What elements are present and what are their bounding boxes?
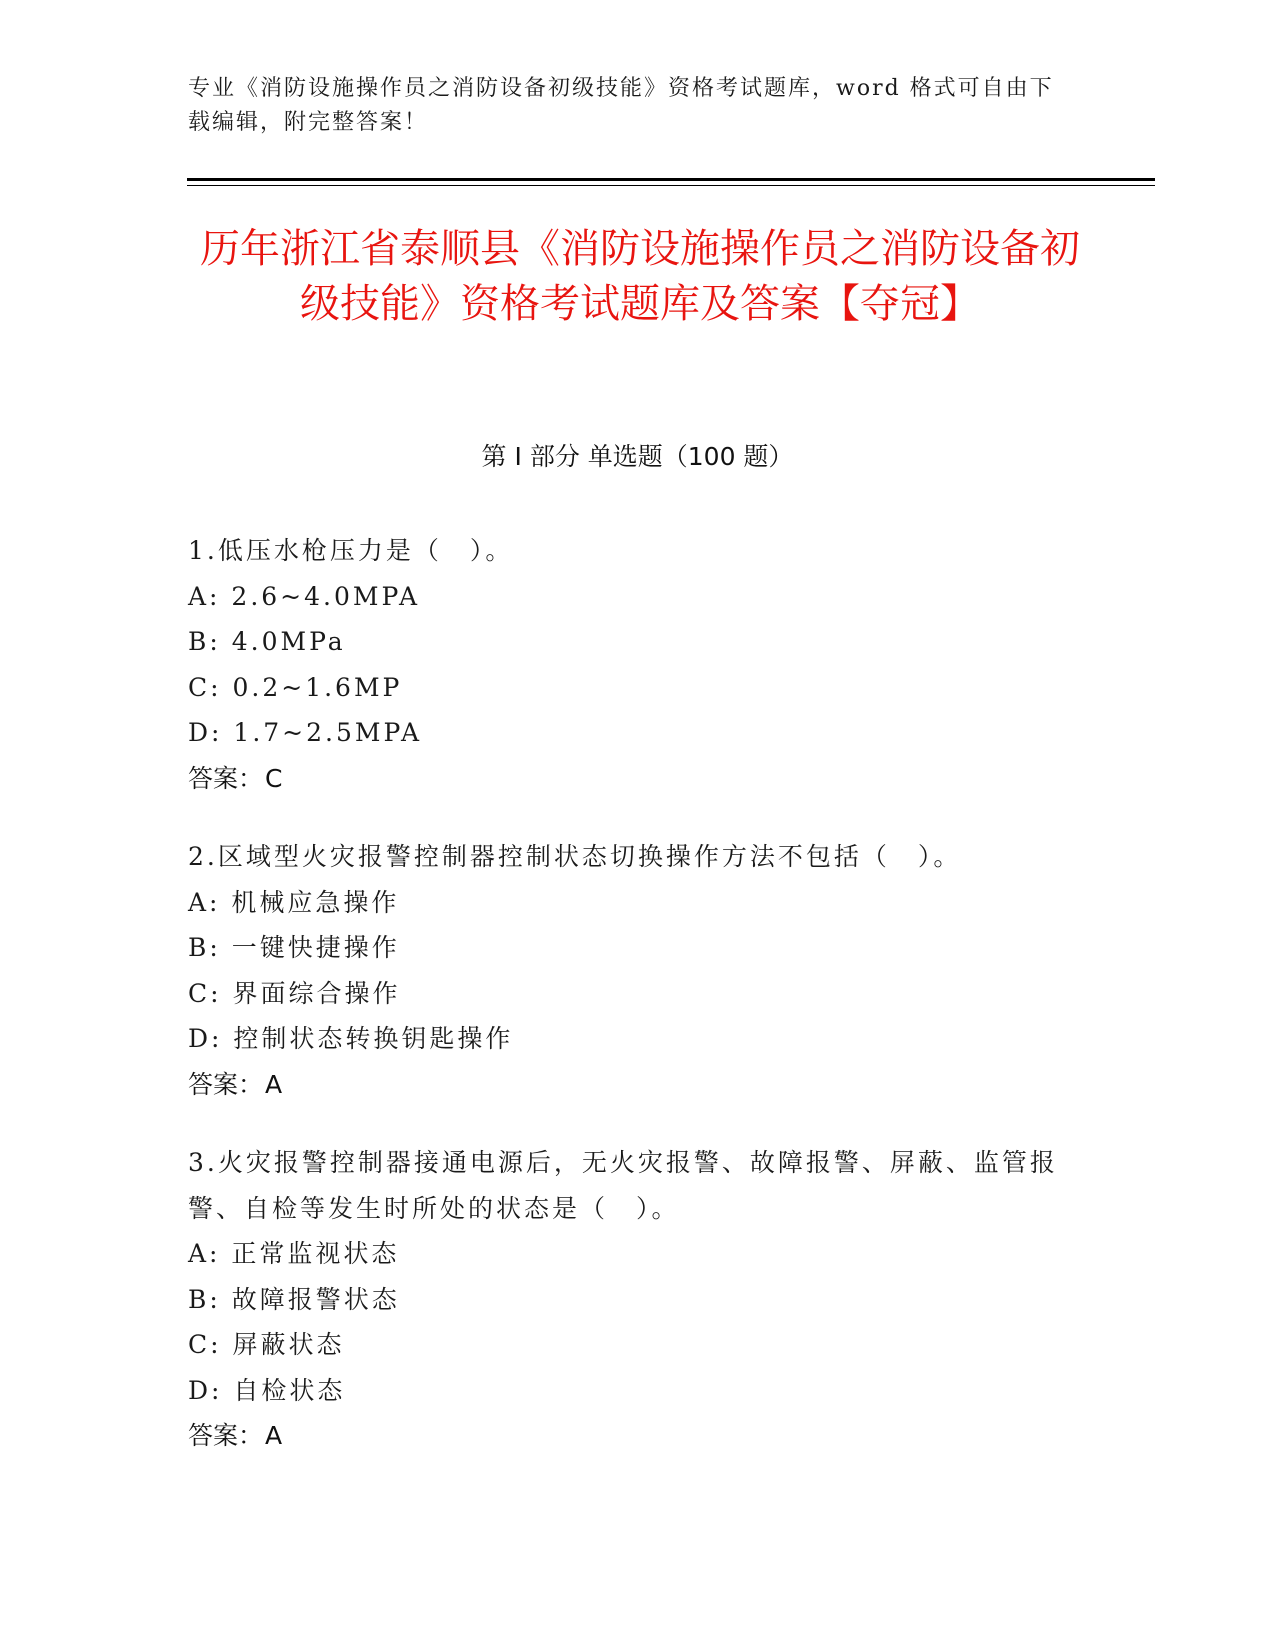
answer-line bbox=[188, 1062, 1068, 1108]
question-list bbox=[188, 528, 1068, 1492]
question-3 bbox=[188, 1140, 1068, 1459]
option-d: D: 自检状态 bbox=[188, 1375, 346, 1405]
header-note: 专业《消防设施操作员之消防设备初级技能》资格考试题库，word 格式可自由下载编辑，附完整答案！ bbox=[188, 76, 1054, 135]
section-heading: 第 I 部分 单选题（100 题） bbox=[481, 442, 794, 471]
option-a: A: 机械应急操作 bbox=[188, 887, 400, 917]
option-b: B: 故障报警状态 bbox=[188, 1284, 400, 1314]
answer-value: A bbox=[265, 1069, 283, 1099]
answer-label: 答案： bbox=[188, 1421, 264, 1450]
answer-label: 答案： bbox=[188, 1069, 264, 1099]
option-c: C: 0.2~1.6MP bbox=[188, 672, 403, 702]
option-c: C: 界面综合操作 bbox=[188, 978, 401, 1008]
question-stem: 2.区域型火灾报警控制器控制状态切换操作方法不包括（ ）。 bbox=[188, 842, 962, 871]
answer-line bbox=[188, 1413, 1068, 1459]
answer-label: 答案： bbox=[188, 763, 264, 793]
header-divider-thick bbox=[187, 178, 1155, 181]
header-divider-thin bbox=[187, 185, 1155, 186]
option-d: D: 1.7~2.5MPA bbox=[188, 718, 423, 747]
question-2 bbox=[188, 834, 1068, 1107]
option-b: B: 一键快捷操作 bbox=[188, 933, 400, 962]
answer-value: A bbox=[265, 1421, 283, 1450]
question-stem: 1.低压水枪压力是（ ）。 bbox=[188, 536, 514, 565]
answer-value: C bbox=[265, 763, 283, 793]
document-title: 历年浙江省泰顺县《消防设施操作员之消防设备初级技能》资格考试题库及答案【夺冠】 bbox=[200, 226, 1080, 327]
question-1 bbox=[188, 528, 1068, 801]
option-d: D: 控制状态转换钥匙操作 bbox=[188, 1024, 514, 1053]
question-stem: 3.火灾报警控制器接通电源后，无火灾报警、故障报警、屏蔽、监管报警、自检等发生时所处的状态是（ ）。 bbox=[188, 1148, 1058, 1223]
option-a: A: 正常监视状态 bbox=[188, 1239, 400, 1268]
option-a: A: 2.6~4.0MPA bbox=[188, 581, 421, 611]
answer-line bbox=[188, 756, 1068, 802]
option-c: C: 屏蔽状态 bbox=[188, 1330, 345, 1359]
option-b: B: 4.0MPa bbox=[188, 627, 346, 656]
